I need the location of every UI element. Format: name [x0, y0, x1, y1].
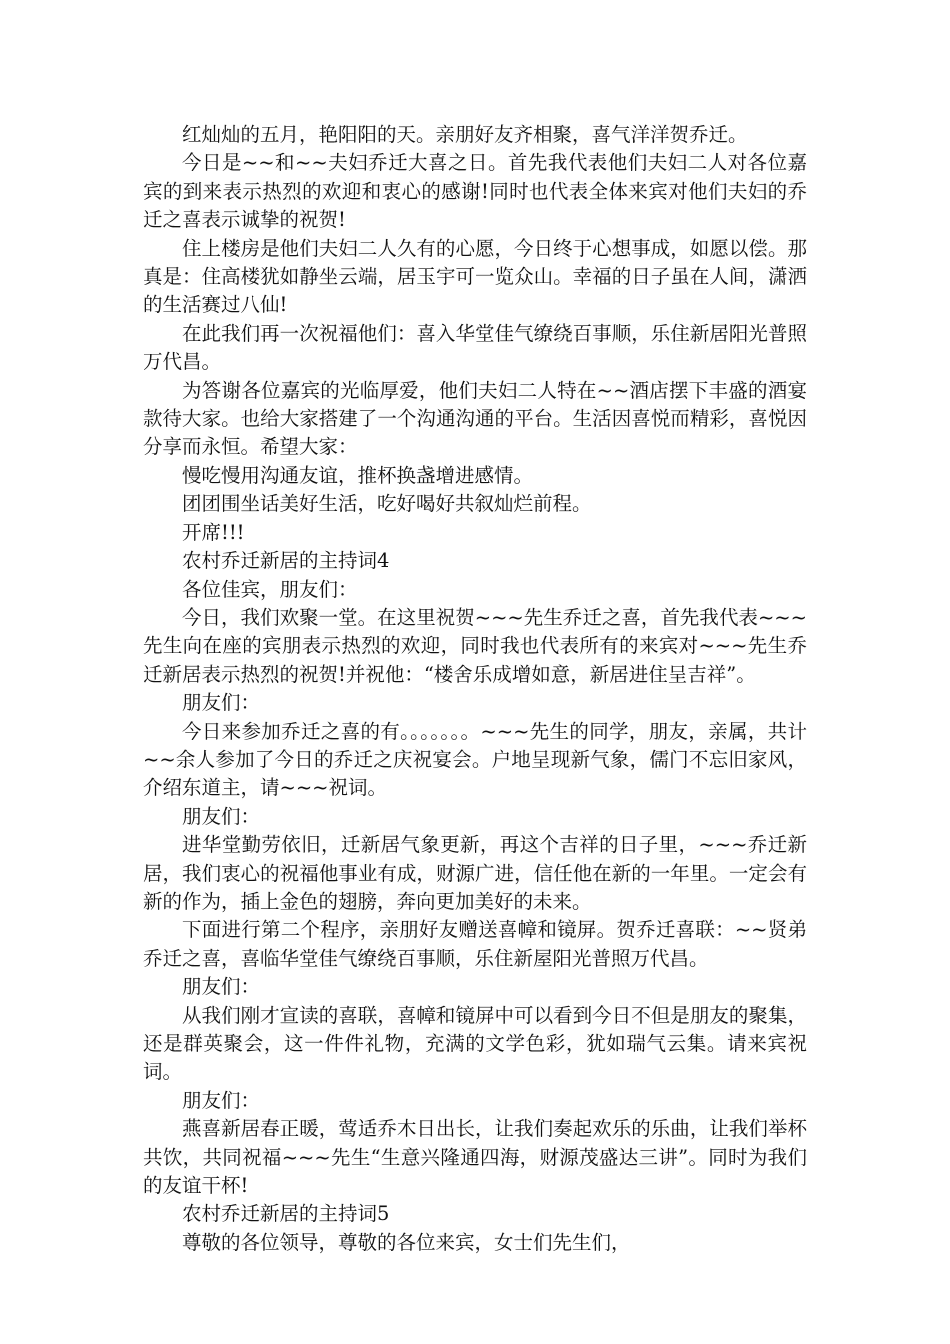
paragraph: 今日，我们欢聚一堂。在这里祝贺~~~先生乔迁之喜，首先我代表~~~先生向在座的宾朋表示热烈的欢迎，同时我也代表所有的来宾对~~~先生乔迁新居表示热烈的祝贺!并祝他：“楼舍乐成增如意，新居进住呈吉祥”。	[143, 605, 807, 686]
salutation: 朋友们：	[182, 691, 261, 715]
paragraph: 从我们刚才宣读的喜联，喜幛和镜屏中可以看到今日不但是朋友的聚集，还是群英聚会，这一件件礼物，充满的文学色彩，犹如瑞气云集。请来宾祝词。	[143, 1003, 807, 1084]
salutation: 各位佳宾，朋友们：	[182, 577, 358, 601]
paragraph: 为答谢各位嘉宾的光临厚爱，他们夫妇二人特在~~酒店摆下丰盛的酒宴款待大家。也给大家搭建了一个沟通沟通的平台。生活因喜悦而精彩，喜悦因分享而永恒。希望大家：	[143, 378, 807, 459]
salutation: 朋友们：	[182, 975, 261, 999]
document-body	[143, 121, 807, 1257]
salutation: 尊敬的各位领导，尊敬的各位来宾，女士们先生们，	[182, 1230, 631, 1254]
paragraph: 开席!!!	[182, 520, 245, 544]
salutation: 朋友们：	[182, 804, 261, 828]
paragraph: 今日是~~和~~夫妇乔迁大喜之日。首先我代表他们夫妇二人对各位嘉宾的到来表示热烈的欢迎和衷心的感谢!同时也代表全体来宾对他们夫妇的乔迁之喜表示诚挚的祝贺!	[143, 151, 807, 232]
paragraph: 进华堂勤劳依旧，迁新居气象更新，再这个吉祥的日子里，~~~乔迁新居，我们衷心的祝福他事业有成，财源广进，信任他在新的一年里。一定会有新的作为，插上金色的翅膀，奔向更加美好的未来。	[143, 833, 807, 913]
paragraph: 今日来参加乔迁之喜的有。。。。。。。~~~先生的同学，朋友，亲属，共计~~余人参加了今日的乔迁之庆祝宴会。户地呈现新气象，儒门不忘旧家风，介绍东道主，请~~~祝词。	[143, 719, 807, 800]
paragraph: 在此我们再一次祝福他们：喜入华堂佳气缭绕百事顺，乐住新居阳光普照万代昌。	[143, 321, 807, 374]
paragraph: 红灿灿的五月，艳阳阳的天。亲朋好友齐相聚，喜气洋洋贺乔迁。	[182, 123, 748, 146]
paragraph: 燕喜新居春正暖，莺适乔木日出长，让我们奏起欢乐的乐曲，让我们举杯共饮，共同祝福~~~先生“生意兴隆通四海，财源茂盛达三讲”。同时为我们的友谊干杯!	[143, 1117, 807, 1198]
paragraph: 下面进行第二个程序，亲朋好友赠送喜幛和镜屏。贺乔迁喜联：~~贤弟乔迁之喜，喜临华堂佳气缭绕百事顺，乐住新屋阳光普照万代昌。	[143, 918, 807, 970]
paragraph: 慢吃慢用沟通友谊，推杯换盏增进感情。	[182, 463, 534, 487]
salutation: 朋友们：	[182, 1088, 261, 1112]
paragraph: 住上楼房是他们夫妇二人久有的心愿，今日终于心想事成，如愿以偿。那真是：住高楼犹如静坐云端，居玉宇可一览众山。幸福的日子虽在人间，潇洒的生活赛过八仙!	[143, 236, 807, 317]
section-heading: 农村乔迁新居的主持词4	[182, 549, 390, 573]
section-heading: 农村乔迁新居的主持词5	[182, 1202, 390, 1226]
paragraph: 团团围坐话美好生活，吃好喝好共叙灿烂前程。	[182, 492, 592, 516]
